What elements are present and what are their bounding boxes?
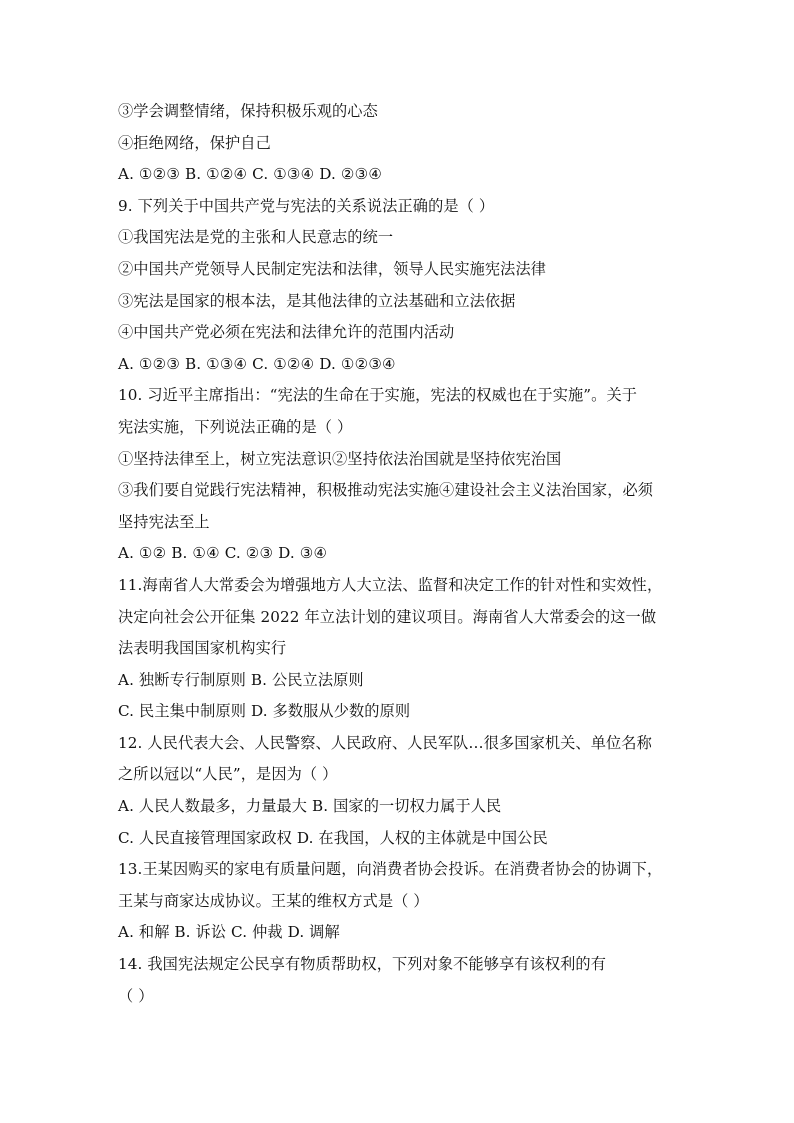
text-line: 决定向社会公开征集 2022 年立法计划的建议项目。海南省人大常委会的这一做 xyxy=(118,607,657,626)
answer-options: C. 民主集中制原则 D. 多数服从少数的原则 xyxy=(118,702,411,721)
text-line: ④拒绝网络，保护自己 xyxy=(118,133,271,152)
text-line: ②中国共产党领导人民制定宪法和法律，领导人民实施宪法法律 xyxy=(118,259,547,278)
question-10: 10. 习近平主席指出：“宪法的生命在于实施，宪法的权威也在于实施”。关于 xyxy=(118,386,638,405)
text-line: 坚持宪法至上 xyxy=(118,512,210,531)
question-12: 12. 人民代表大会、人民警察、人民政府、人民军队…很多国家机关、单位名称 xyxy=(118,733,652,752)
answer-options: A. ①②③ B. ①③④ C. ①②④ D. ①②③④ xyxy=(118,354,396,373)
text-line: 法表明我国国家机构实行 xyxy=(118,639,287,658)
question-13: 13.王某因购买的家电有质量问题，向消费者协会投诉。在消费者协会的协调下， xyxy=(118,860,663,879)
question-11: 11.海南省人大常委会为增强地方人大立法、监督和决定工作的针对性和实效性， xyxy=(118,575,663,594)
text-line: ①坚持法律至上，树立宪法意识②坚持依法治国就是坚持依宪治国 xyxy=(118,449,562,468)
text-line: ③学会调整情绪，保持积极乐观的心态 xyxy=(118,102,378,120)
answer-options: C. 人民直接管理国家政权 D. 在我国，人权的主体就是中国公民 xyxy=(118,828,548,847)
text-line: ③我们要自觉践行宪法精神，积极推动宪法实施④建设社会主义法治国家，必须 xyxy=(118,481,654,500)
question-9: 9. 下列关于中国共产党与宪法的关系说法正确的是（ ） xyxy=(118,196,495,215)
text-line: 之所以冠以“人民”，是因为（ ） xyxy=(118,765,338,784)
answer-options: A. ①②③ B. ①②④ C. ①③④ D. ②③④ xyxy=(118,165,383,184)
text-line: 王某与商家达成协议。王某的维权方式是（ ） xyxy=(118,891,429,910)
text-line: （ ） xyxy=(118,986,154,1005)
answer-options: A. ①② B. ①④ C. ②③ D. ③④ xyxy=(118,544,328,563)
text-line: 宪法实施，下列说法正确的是（ ） xyxy=(118,417,353,436)
text-line: ④中国共产党必须在宪法和法律允许的范围内活动 xyxy=(118,323,455,342)
document-body xyxy=(118,96,678,1012)
text-line: ③宪法是国家的根本法，是其他法律的立法基础和立法依据 xyxy=(118,291,516,310)
answer-options: A. 和解 B. 诉讼 C. 仲裁 D. 调解 xyxy=(118,923,340,942)
text-line: ①我国宪法是党的主张和人民意志的统一 xyxy=(118,228,394,247)
question-14: 14. 我国宪法规定公民享有物质帮助权，下列对象不能够享有该权利的有 xyxy=(118,955,607,974)
answer-options: A. 人民人数最多，力量最大 B. 国家的一切权力属于人民 xyxy=(118,797,502,816)
answer-options: A. 独断专行制原则 B. 公民立法原则 xyxy=(118,670,364,689)
